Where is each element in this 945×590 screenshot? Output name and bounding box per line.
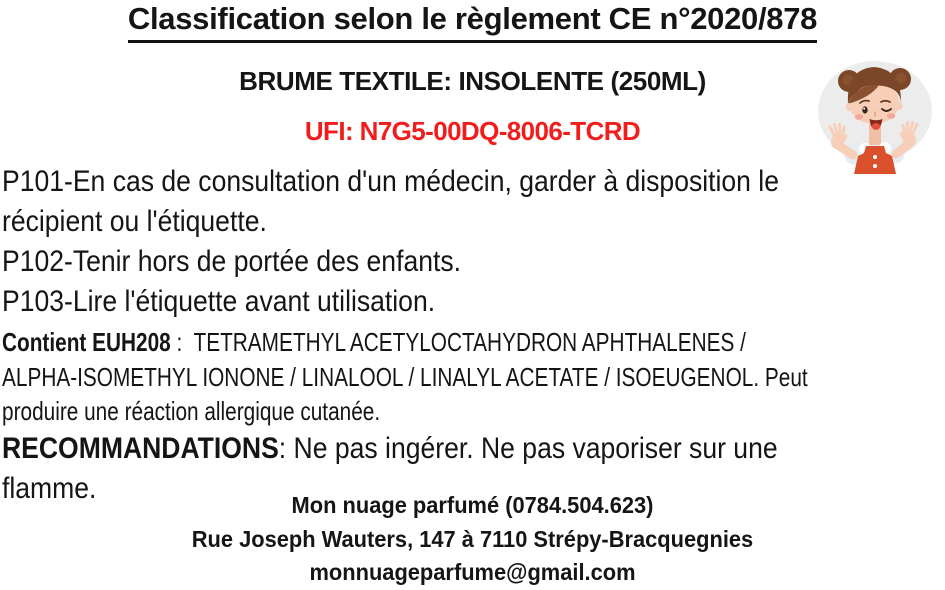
precaution-statements [2, 162, 779, 322]
contact-footer [24, 489, 922, 590]
company-name-phone: Mon nuage parfumé (0784.504.623) [291, 492, 654, 518]
recommendations-line2: flamme. [2, 472, 97, 505]
girl-winking-illustration [817, 57, 937, 175]
p103-line: P103-Lire l'étiquette avant utilisation. [2, 285, 436, 318]
allergen-line2: ALPHA-ISOMETHYL IONONE / LINALOOL / LINALYL ACETATE / ISOEUGENOL. Peut [2, 361, 808, 392]
allergen-line1 [2, 325, 808, 360]
girl-winking-icon [817, 57, 937, 175]
company-email: monnuageparfume@gmail.com [309, 559, 636, 585]
allergen-line1-rest: TETRAMETHYL ACETYLOCTAHYDRON APHTHALENES / [193, 327, 746, 357]
recommendations-label: RECOMMANDATIONS [2, 432, 279, 465]
allergen-statement [2, 325, 808, 429]
ufi-code: UFI: N7G5-00DQ-8006-TCRD [304, 116, 641, 146]
recommendations-line1 [2, 429, 778, 469]
contient-separator: : [170, 327, 194, 357]
p101-line1: P101-En cas de consultation d'un médecin, garder à disposition le [2, 165, 779, 198]
company-address: Rue Joseph Wauters, 147 à 7110 Strépy-Bracquegnies [191, 525, 754, 552]
p101-line2: récipient ou l'étiquette. [2, 205, 267, 238]
page-title [0, 1, 945, 43]
contient-euh208-label: Contient EUH208 [2, 327, 171, 357]
product-name: BRUME TEXTILE: INSOLENTE (250ML) [239, 66, 706, 96]
p102-line: P102-Tenir hors de portée des enfants. [2, 245, 462, 278]
recommendations-line1-rest: : Ne pas ingérer. Ne pas vaporiser sur une [278, 432, 778, 465]
page-title-text: Classification selon le règlement CE n°2020/878 [128, 1, 817, 43]
allergen-line3: produire une réaction allergique cutanée. [2, 396, 381, 426]
